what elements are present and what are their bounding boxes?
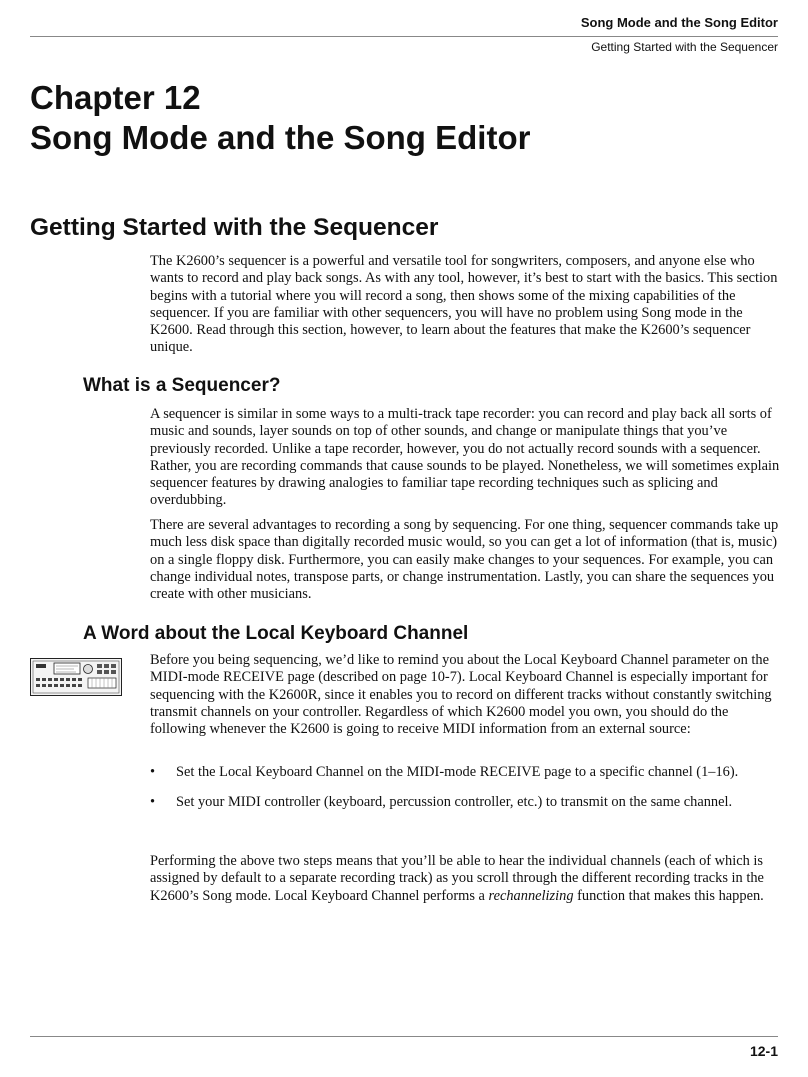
page-number: 12-1 <box>749 1043 778 1059</box>
running-header-subtitle: Getting Started with the Sequencer <box>591 40 778 54</box>
local-channel-paragraph-1: Before you being sequencing, we’d like to remind you about the Local Keyboard Channel parameter on the MIDI-mode RECEIVE page (described on page 10-7). Local Keyboard Channel is especially important for sequencing with the K2600R, since it enables you to record on different tracks without constantly switching transmit channels on your controller. Regardless of which K2600 model you own, you should do the following whenever the K2600 is going to receive MIDI information from an external source: <box>150 652 772 738</box>
running-header-title: Song Mode and the Song Editor <box>580 15 778 30</box>
paragraph-text: function that makes this happen. <box>573 887 764 904</box>
what-is-paragraph-2: There are several advantages to recording a song by sequencing. For one thing, sequencer commands take up much less disk space than digitally recorded music would, so you can get a lot of information (that is, music) on a single floppy disk. Furthermore, you can easily make changes to your sequences. For example, you can change individual notes, transpose parts, or change instrumentation. Lastly, you can share the sequences you create with other musicians. <box>150 517 779 603</box>
section-intro-paragraph: The K2600’s sequencer is a powerful and versatile tool for songwriters, composers, and anyone else who wants to record and play back songs. As with any tool, however, it’s best to start with the basics. This section begins with a tutorial where you will record a song, then shows some of the mixing capabilities of the sequencer. If you are familiar with other sequencers, you will have no problem using Song mode in the K2600. Read through this section, however, to learn about the features that make the K2600’s sequencer unique. <box>150 253 778 356</box>
local-channel-heading: A Word about the Local Keyboard Channel <box>83 623 469 644</box>
header-rule <box>30 36 778 37</box>
paragraph-text: Performing the above two steps means that you’ll be able to hear the individual channels (each of which is assigned by default to a separate recording track) as you scroll through the different recording tracks in the K2600’s Song mode. Local Keyboard Channel performs a <box>150 853 764 904</box>
footer-rule <box>30 1036 778 1037</box>
chapter-name: Song Mode and the Song Editor <box>30 119 531 156</box>
chapter-number: Chapter 12 <box>30 79 201 116</box>
local-channel-bullet-list <box>150 764 782 825</box>
bullet-icon: • <box>150 764 156 780</box>
emphasis-term: rechannelizing <box>488 887 574 904</box>
k2600r-rack-unit-icon <box>30 658 122 696</box>
local-channel-paragraph-2 <box>150 853 782 905</box>
bullet-text: Set the Local Keyboard Channel on the MIDI-mode RECEIVE page to a specific channel (1–16). <box>176 764 739 780</box>
section-heading: Getting Started with the Sequencer <box>30 214 439 241</box>
list-item <box>150 794 782 811</box>
what-is-paragraph-1: A sequencer is similar in some ways to a multi-track tape recorder: you can record and play back all sorts of music and sounds, layer sounds on top of other sounds, and change or manipulate things that you’ve previously recorded. Unlike a tape recorder, however, you do not actually record sounds with a sequencer. Rather, you are recording commands that cause sounds to be played. Nonetheless, we will sometimes explain sequencer features by drawing analogies to familiar tape recording techniques such as splicing and overdubbing. <box>150 406 780 509</box>
bullet-text: Set your MIDI controller (keyboard, percussion controller, etc.) to transmit on the same channel. <box>176 794 733 811</box>
bullet-icon: • <box>150 794 156 811</box>
chapter-title <box>30 78 530 158</box>
list-item <box>150 764 782 781</box>
what-is-sequencer-heading: What is a Sequencer? <box>83 375 281 396</box>
